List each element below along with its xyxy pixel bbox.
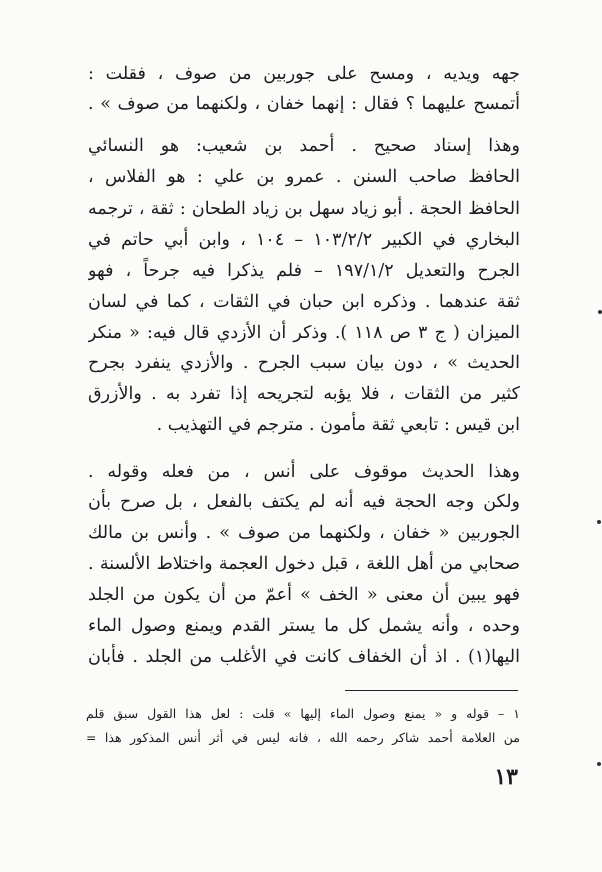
body-line-15: الجوربين « خفان ، ولكنهما من صوف » . وأنس بن مالك (88, 523, 520, 543)
body-line-17: فهو يبين أن معنى « الخف » أعمّ من أن يكون من الجلد (88, 585, 520, 605)
body-line-9: الميزان ( ج ٣ ص ١١٨ ). وذكر أن الأزدي قال فيه: « منكر (88, 323, 520, 343)
body-line-10: الحديث » ، دون بيان سبب الجرح . والأزدي ينفرد بجرح (88, 353, 520, 373)
body-line-1: جهه ويديه ، ومسح على جوربين من صوف ، فقلت : (88, 64, 520, 84)
body-line-19: اليها(١) . اذ أن الخفاف كانت في الأغلب من الجلد . فأبان (88, 647, 520, 667)
body-line-16: صحابي من أهل اللغة ، قبل دخول العجمة واختلاط الألسنة . (88, 554, 520, 574)
footnote-line-2: من العلامة أحمد شاكر رحمه الله ، فانه ليس في أثر أنس المذكور هذا = (86, 730, 520, 745)
body-line-5: الحافظ الحجة . أبو زياد سهل بن زياد الطحان : ثقة ، ترجمه (88, 199, 520, 219)
body-line-2: أتمسح عليهما ؟ فقال : إنهما خفان ، ولكنهما من صوف » . (88, 94, 520, 114)
body-line-4: الحافظ صاحب السنن . عمرو بن علي : هو الفلاس ، (88, 167, 520, 187)
body-line-14: ولكن وجه الحجة فيه أنه لم يكتف بالفعل ، بل صرح بأن (88, 492, 520, 512)
body-line-6: البخاري في الكبير ١٠٣/٢/٢ – ١٠٤ ، وابن أبي حاتم في (88, 230, 520, 250)
body-line-8: ثقة عندهما . وذكره ابن حبان في الثقات ، كما في لسان (88, 292, 520, 312)
body-line-12: ابن قيس : تابعي ثقة مأمون . مترجم في التهذيب . (156, 415, 520, 435)
body-line-11: كثير من الثقات ، فلا يؤبه لتجريحه إذا تفرد به . والأزرق (88, 384, 520, 404)
scan-speck (597, 762, 601, 766)
page-number: ١٣ (494, 764, 518, 790)
footnote-separator (345, 690, 518, 691)
scan-speck (598, 310, 602, 314)
body-line-18: وحده ، وأنه يشمل كل ما يستر القدم ويمنع وصول الماء (88, 616, 520, 636)
body-line-13: وهذا الحديث موقوف على أنس ، من فعله وقوله . (88, 462, 520, 482)
footnote-line-1: ١ – قوله و « يمنع وصول الماء إليها » قلت : لعل هذا القول سبق قلم (86, 706, 520, 721)
body-line-3: وهذا إسناد صحيح . أحمد بن شعيب: هو النسائي (88, 136, 520, 156)
body-line-7: الجرح والتعديل ١٩٧/١/٢ – فلم يذكرا فيه جرحاً ، فهو (88, 261, 520, 281)
scan-speck (597, 520, 601, 524)
